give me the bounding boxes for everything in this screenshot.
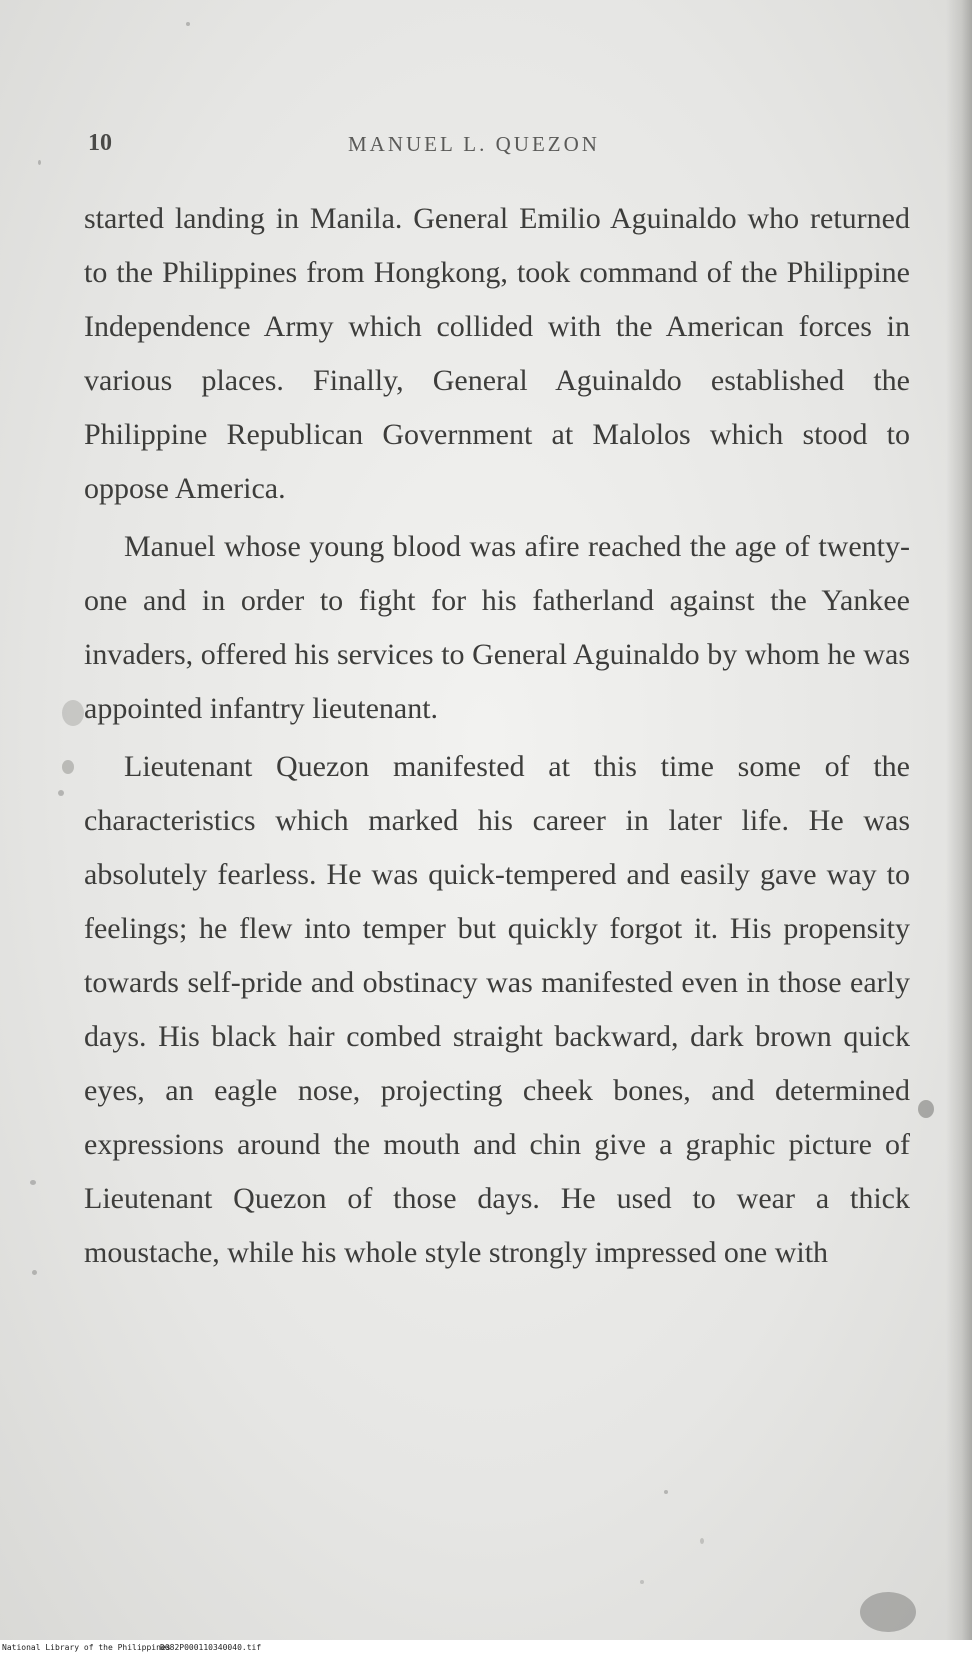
dust-speck	[62, 700, 84, 726]
dust-speck	[640, 1580, 644, 1584]
dust-speck	[62, 760, 74, 774]
dust-speck	[186, 22, 190, 26]
body-text	[84, 192, 910, 1280]
running-head: MANUEL L. QUEZON	[348, 132, 600, 156]
page-number: 10	[88, 130, 112, 156]
dust-speck	[918, 1100, 934, 1118]
dust-speck	[58, 790, 64, 796]
footer-file-label: D082P000110340040.tif	[160, 1643, 262, 1652]
scan-footer	[0, 1640, 972, 1658]
paragraph: Lieutenant Quezon manifested at this time some of the characteristics which marked his career in later life. He was absolutely fearless. He was quick-tempered and easily gave way to feelings; he flew into temper but quickly forgot it. His propensity towards self-pride and obstinacy was manifested even in those early days. His black hair combed straight backward, dark brown quick eyes, an eagle nose, projecting cheek bones, and determined expressions around the mouth and chin give a graphic picture of Lieutenant Quezon of those days. He used to wear a thick moustache, while his whole style strongly impressed one with	[84, 750, 910, 1269]
page-edge-shadow	[946, 0, 972, 1640]
page-header	[88, 130, 908, 166]
dust-speck	[38, 160, 41, 165]
paragraph: Manuel whose young blood was afire reached the age of twenty-one and in order to fight for his fatherland against the Yankee invaders, offered his services to General Aguinaldo by whom he was appointed infantry lieutenant.	[84, 530, 910, 725]
dust-speck	[700, 1538, 704, 1544]
dust-speck	[664, 1490, 668, 1494]
dust-speck	[30, 1180, 36, 1185]
dust-speck	[860, 1592, 916, 1632]
dust-speck	[32, 1270, 37, 1275]
paragraph: started landing in Manila. General Emilio Aguinaldo who returned to the Philippines from Hongkong, took command of the Philippine Independence Army which collided with the American forces in various places. Finally, General Aguinaldo established the Philippine Republican Government at Malolos which stood to oppose America.	[84, 202, 910, 505]
footer-source-label: National Library of the Philippines	[2, 1643, 171, 1652]
